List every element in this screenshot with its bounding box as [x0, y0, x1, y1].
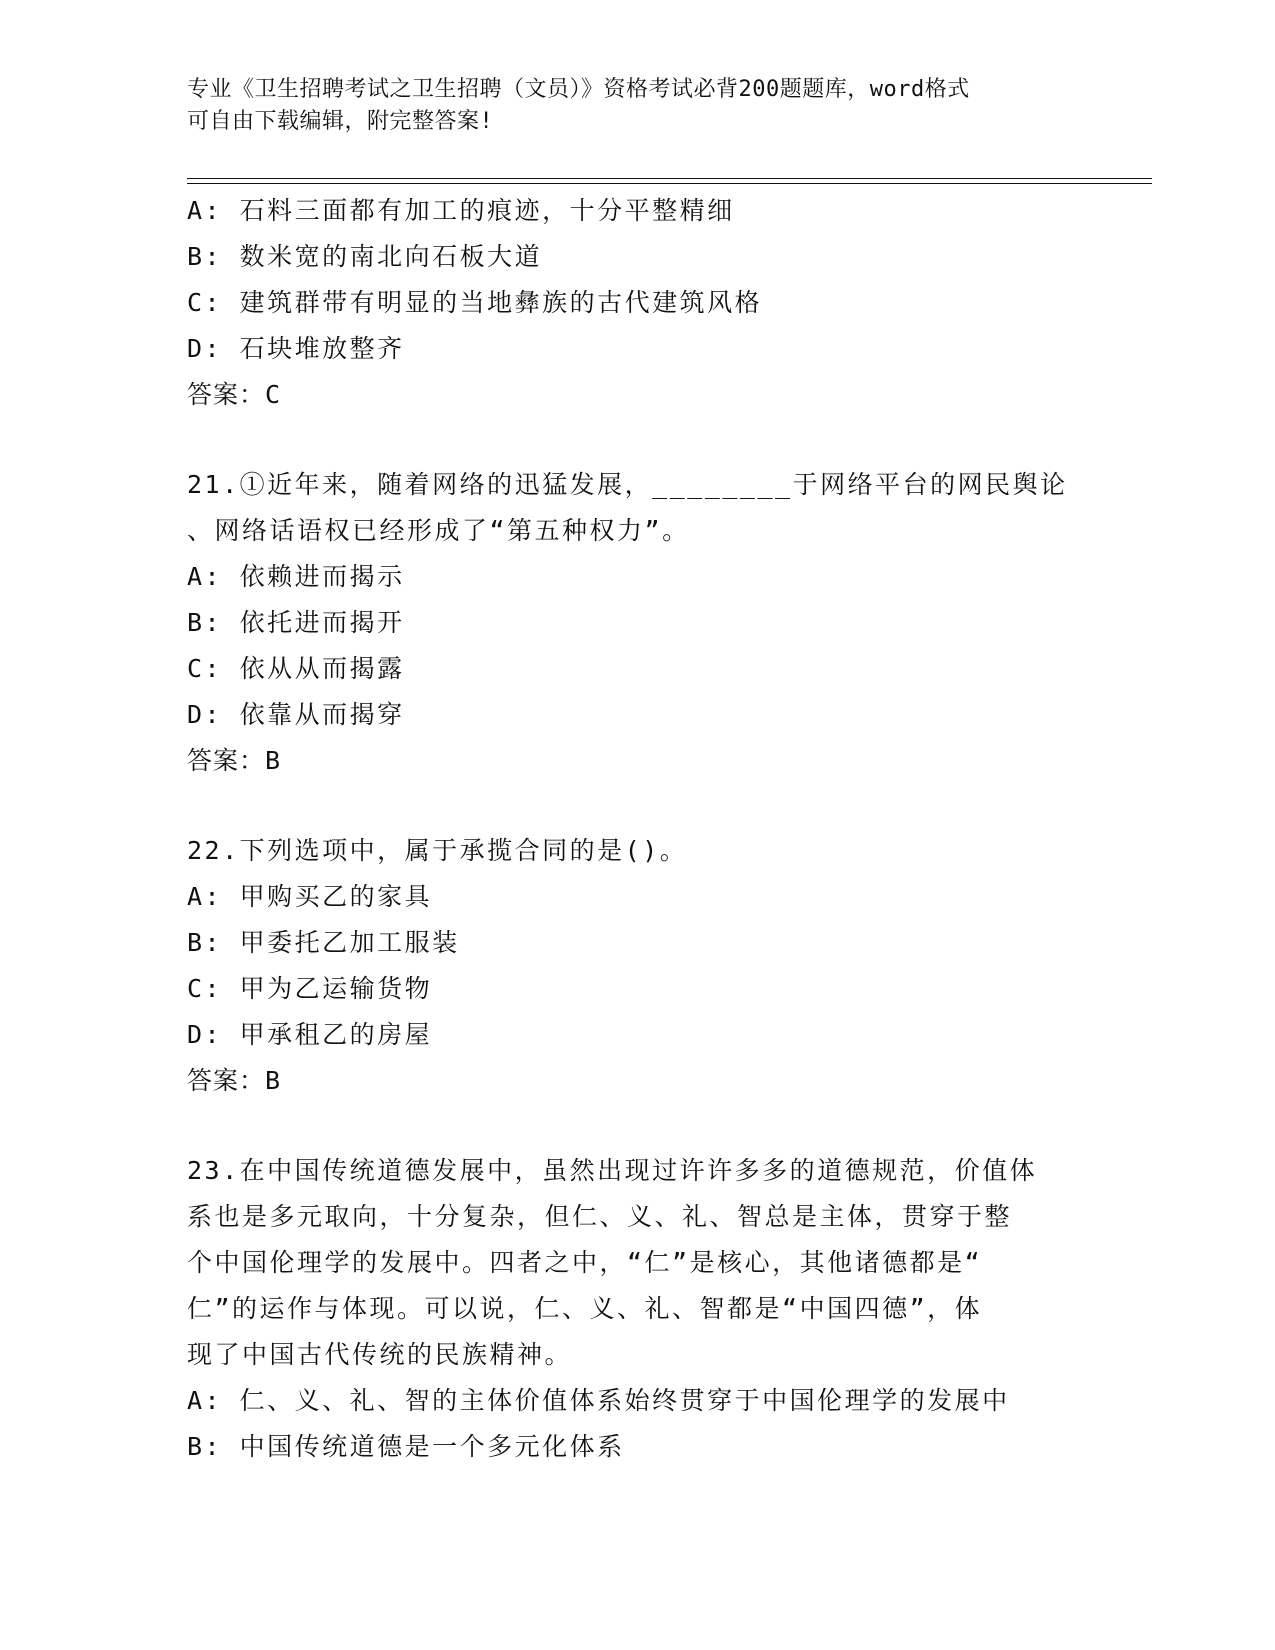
question-stem-line: 系也是多元取向，十分复杂，但仁、义、礼、智总是主体，贯穿于整 [187, 1202, 1013, 1231]
header-line-2: 可自由下载编辑，附完整答案! [187, 109, 494, 134]
spacer [187, 418, 1087, 462]
question-20 [187, 188, 1087, 418]
document-header [187, 74, 1067, 138]
answer: 答案：B [187, 746, 282, 775]
option-a: A: 石料三面都有加工的痕迹，十分平整精细 [187, 196, 735, 225]
option-d: D: 依靠从而揭穿 [187, 700, 405, 729]
answer: 答案：C [187, 380, 282, 409]
spacer [187, 784, 1087, 828]
header-rule-top [187, 178, 1152, 179]
option-c: C: 建筑群带有明显的当地彝族的古代建筑风格 [187, 288, 763, 317]
question-22 [187, 828, 1087, 1104]
option-b: B: 数米宽的南北向石板大道 [187, 242, 543, 271]
option-d: D: 甲承租乙的房屋 [187, 1020, 433, 1049]
question-stem-line: 仁”的运作与体现。可以说，仁、义、礼、智都是“中国四德”，体 [187, 1294, 983, 1323]
question-stem-line: 23.在中国传统道德发展中，虽然出现过许许多多的道德规范，价值体 [187, 1156, 1038, 1185]
question-stem-line: 21.①近年来，随着网络的迅猛发展，________于网络平台的网民舆论 [187, 470, 1068, 499]
header-rule-bottom [187, 183, 1152, 184]
option-b: B: 甲委托乙加工服装 [187, 928, 460, 957]
option-a: A: 仁、义、礼、智的主体价值体系始终贯穿于中国伦理学的发展中 [187, 1386, 1010, 1415]
option-c: C: 依从从而揭露 [187, 654, 405, 683]
question-stem-line: 、网络话语权已经形成了“第五种权力”。 [187, 516, 690, 545]
option-b: B: 中国传统道德是一个多元化体系 [187, 1432, 625, 1461]
question-23 [187, 1148, 1087, 1470]
option-a: A: 甲购买乙的家具 [187, 882, 433, 911]
option-b: B: 依托进而揭开 [187, 608, 405, 637]
question-stem-line: 22.下列选项中，属于承揽合同的是()。 [187, 836, 688, 865]
option-c: C: 甲为乙运输货物 [187, 974, 433, 1003]
option-d: D: 石块堆放整齐 [187, 334, 405, 363]
question-list [187, 188, 1087, 1470]
option-a: A: 依赖进而揭示 [187, 562, 405, 591]
question-stem-line: 个中国伦理学的发展中。四者之中，“仁”是核心，其他诸德都是“ [187, 1248, 983, 1277]
header-line-1: 专业《卫生招聘考试之卫生招聘（文员）》资格考试必背200题题库，word格式 [187, 77, 970, 102]
question-21 [187, 462, 1087, 784]
answer: 答案：B [187, 1066, 282, 1095]
spacer [187, 1104, 1087, 1148]
question-stem-line: 现了中国古代传统的民族精神。 [187, 1340, 573, 1369]
